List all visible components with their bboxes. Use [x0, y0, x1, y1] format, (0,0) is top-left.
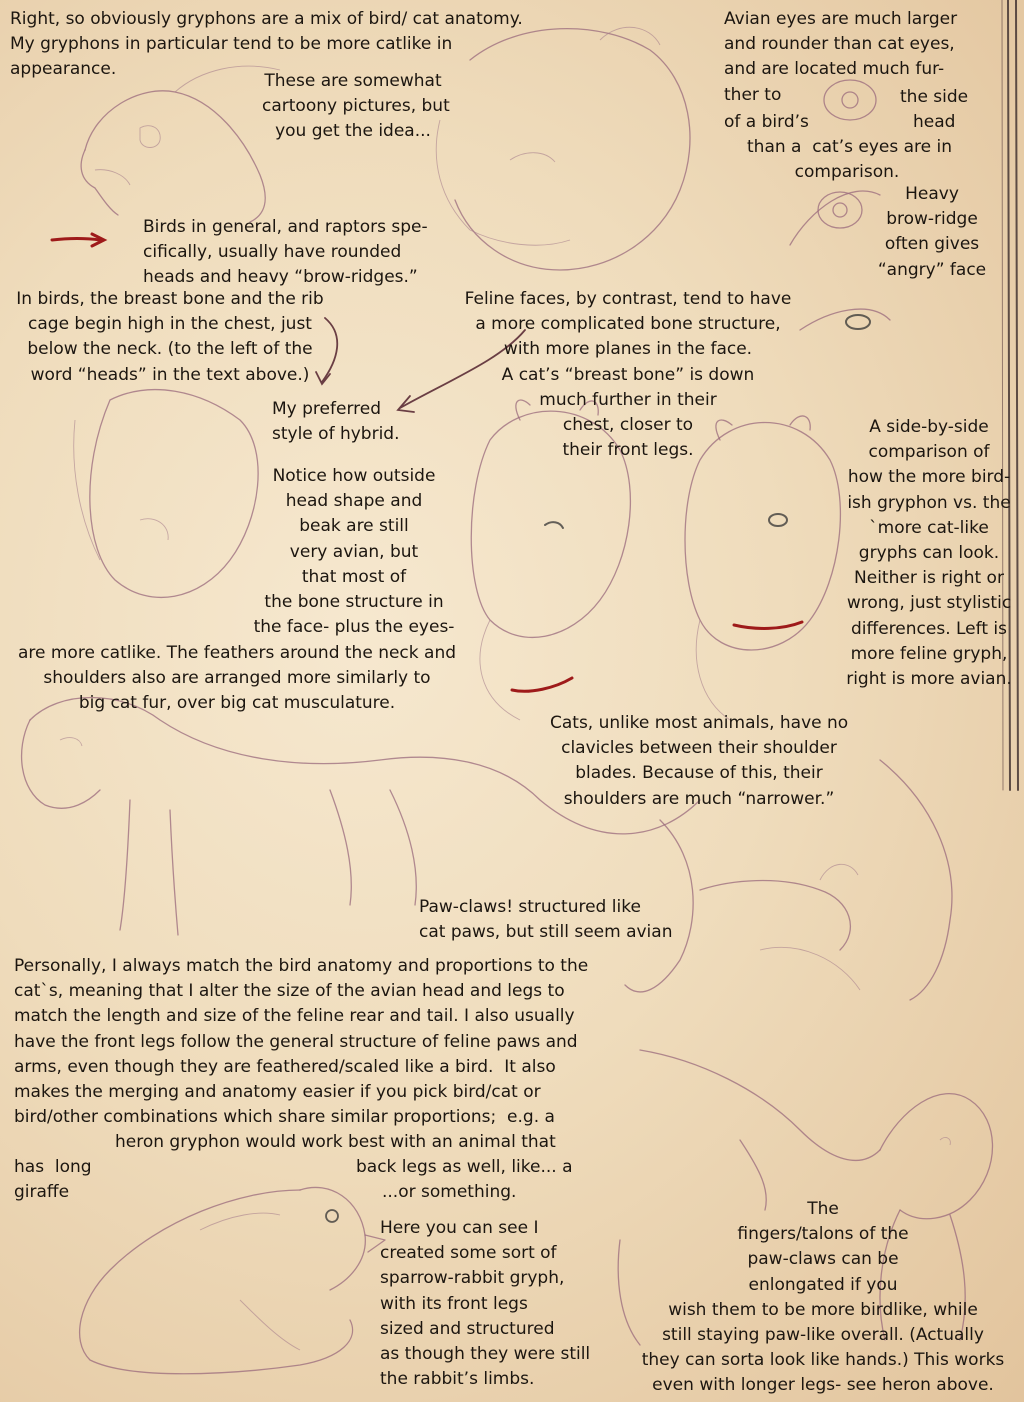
- brow-ridge-note: Heavy brow-ridge often gives “angry” face: [877, 184, 987, 280]
- breast-bone-note: In birds, the breast bone and the rib cage begin high in the chest, just below the neck. (to the left of the word “heads” in the text above.): [16, 289, 324, 385]
- or-something-note: ...or something.: [382, 1182, 517, 1202]
- heron-note: heron gryphon would work best with an animal that: [115, 1132, 556, 1152]
- avian-eyes-side: the side: [900, 87, 969, 107]
- sparrow-rabbit-sketch: [80, 1187, 385, 1373]
- side-by-side-note: A side-by-side comparison of how the more bird- ish gryphon vs. the `more cat-like gryphs can look. Neither is right or wrong, just stylistic differences. Left is more feline gryph, right is more avian.: [846, 417, 1012, 690]
- left-gryph-sketch: [74, 390, 258, 598]
- intro-text: Right, so obviously gryphons are a mix of bird/ cat anatomy. My gryphons in particular tend to be more catlike in appearance.: [10, 9, 523, 80]
- clavicles-note: Cats, unlike most animals, have no clavicles between their shoulder blades. Because of this, their shoulders are much “narrower.”: [550, 713, 849, 809]
- avian-eyes-bird: of a bird’s: [724, 112, 809, 132]
- raptors-note: Birds in general, and raptors spe- cifically, usually have rounded heads and heavy “brow-ridges.”: [143, 217, 428, 288]
- personally-note: Personally, I always match the bird anatomy and proportions to the cat`s, meaning that I alter the size of the avian head and legs to match the length and size of the feline rear and tail. I also usually have the front legs follow the general structure of feline paws and arms, even though they are feathered/scaled like a bird. It also makes the merging and anatomy easier if you pick bird/cat or bird/other combinations which share similar proportions; e.g. a: [14, 956, 589, 1128]
- avian-eyes-note: Avian eyes are much larger and rounder than cat eyes, and are located much fur- ther to: [724, 9, 958, 105]
- avian-eyes-head: head: [913, 112, 956, 132]
- has-long-note: has long: [14, 1157, 92, 1177]
- preferred-style-note: My preferred style of hybrid.: [272, 399, 400, 445]
- back-legs-note: back legs as well, like... a: [356, 1157, 573, 1177]
- avian-eyes-comparison: than a cat’s eyes are in comparison.: [747, 137, 952, 183]
- catlike-note: are more catlike. The feathers around the neck and shoulders also are arranged more similarly to big cat fur, over big cat musculature.: [17, 643, 457, 714]
- giraffe-note: giraffe: [14, 1182, 70, 1202]
- notice-note: Notice how outside head shape and beak are still very avian, but that most of the bone structure in the face- plus the eyes-: [253, 466, 455, 638]
- cartoony-note: These are somewhat cartoony pictures, but you get the idea...: [262, 71, 450, 142]
- bird-head-sketch: [81, 66, 280, 222]
- paw-claws-note: Paw-claws! structured like cat paws, but still seem avian: [419, 897, 673, 943]
- sparrow-rabbit-note: Here you can see I created some sort of sparrow-rabbit gryph, with its front legs sized and structured as though they were still the rabbit’s limbs.: [380, 1218, 591, 1390]
- feline-faces-note: Feline faces, by contrast, tend to have a more complicated bone structure, with more planes in the face. A cat’s “breast bone” is down much further in their chest, closer to their front legs.: [464, 289, 792, 461]
- fingers-talons-note: The fingers/talons of the paw-claws can be enlongated if you wish them to be more birdlike, while still staying paw-like overall. (Actually they can sorta look like hands.) This works even with longer legs- see heron above.: [641, 1199, 1005, 1396]
